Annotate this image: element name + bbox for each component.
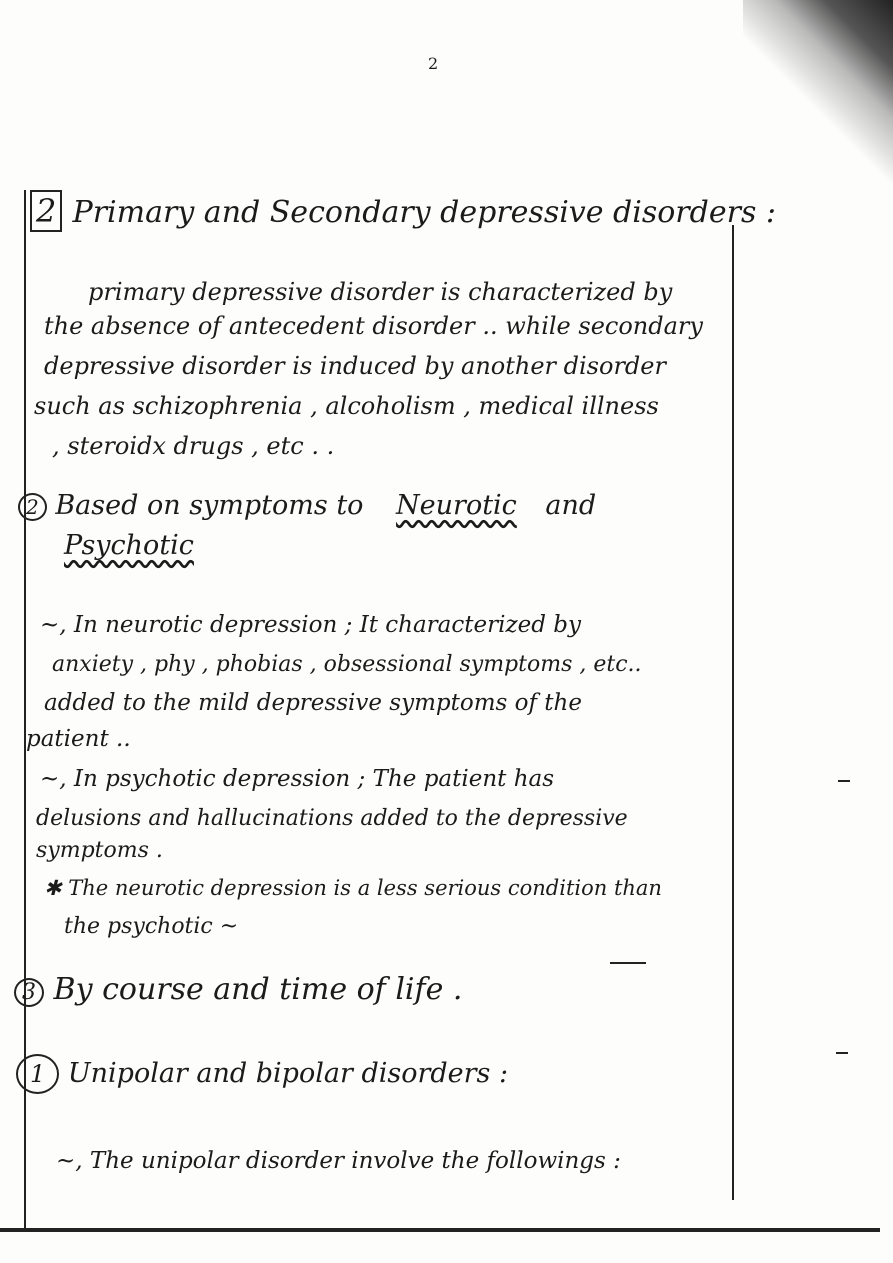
subsection-1-text: Unipolar and bipolar disorders : xyxy=(67,1058,509,1089)
para2-line1: ~, In neurotic depression ; It characterized by xyxy=(40,612,581,638)
section-b-text: Based on symptoms to xyxy=(55,490,364,521)
para2-line4: patient .. xyxy=(26,726,131,752)
right-mark xyxy=(836,1052,848,1054)
page-number: 2 xyxy=(428,54,439,73)
right-margin-line xyxy=(732,225,734,1200)
section-b-and: and xyxy=(545,490,597,521)
heading xyxy=(30,192,776,230)
para1-line3: depressive disorder is induced by another disorder xyxy=(44,352,666,380)
para3-line2: delusions and hallucinations added to the depressive xyxy=(36,806,628,831)
psychotic-term: Psychotic xyxy=(64,530,194,561)
para2-line3: added to the mild depressive symptoms of the xyxy=(44,690,582,716)
neurotic-term: Neurotic xyxy=(396,490,517,521)
dash-mark xyxy=(610,962,646,964)
para2-line2: anxiety , phy , phobias , obsessional symptoms , etc.. xyxy=(52,652,642,677)
para1-line4: such as schizophrenia , alcoholism , medical illness xyxy=(34,392,659,420)
bottom-line xyxy=(0,1228,880,1232)
heading-number: 2 xyxy=(30,190,62,232)
section-3-number: 3 xyxy=(14,978,44,1007)
para1-line2: the absence of antecedent disorder .. while secondary xyxy=(44,312,703,340)
section-3-text: By course and time of life . xyxy=(53,972,463,1007)
para1-line5: , steroidx drugs , etc . . xyxy=(52,432,335,460)
para1-line1: primary depressive disorder is characterized by xyxy=(88,278,673,306)
scan-corner-shadow xyxy=(743,0,893,190)
section-b-line1 xyxy=(18,490,596,521)
last-line: ~, The unipolar disorder involve the followings : xyxy=(56,1148,621,1174)
subsection-1-number: 1 xyxy=(16,1054,59,1094)
note-line1: ✱ The neurotic depression is a less serious condition than xyxy=(44,876,662,900)
section-b-number: 2 xyxy=(18,493,47,521)
section-3 xyxy=(14,972,462,1007)
note-line2: the psychotic ~ xyxy=(64,914,239,939)
right-mark-2 xyxy=(838,780,850,782)
subsection-1 xyxy=(16,1058,508,1089)
heading-text: Primary and Secondary depressive disorders : xyxy=(72,195,776,230)
para3-line3: symptoms . xyxy=(36,838,163,863)
para3-line1: ~, In psychotic depression ; The patient has xyxy=(40,766,555,792)
